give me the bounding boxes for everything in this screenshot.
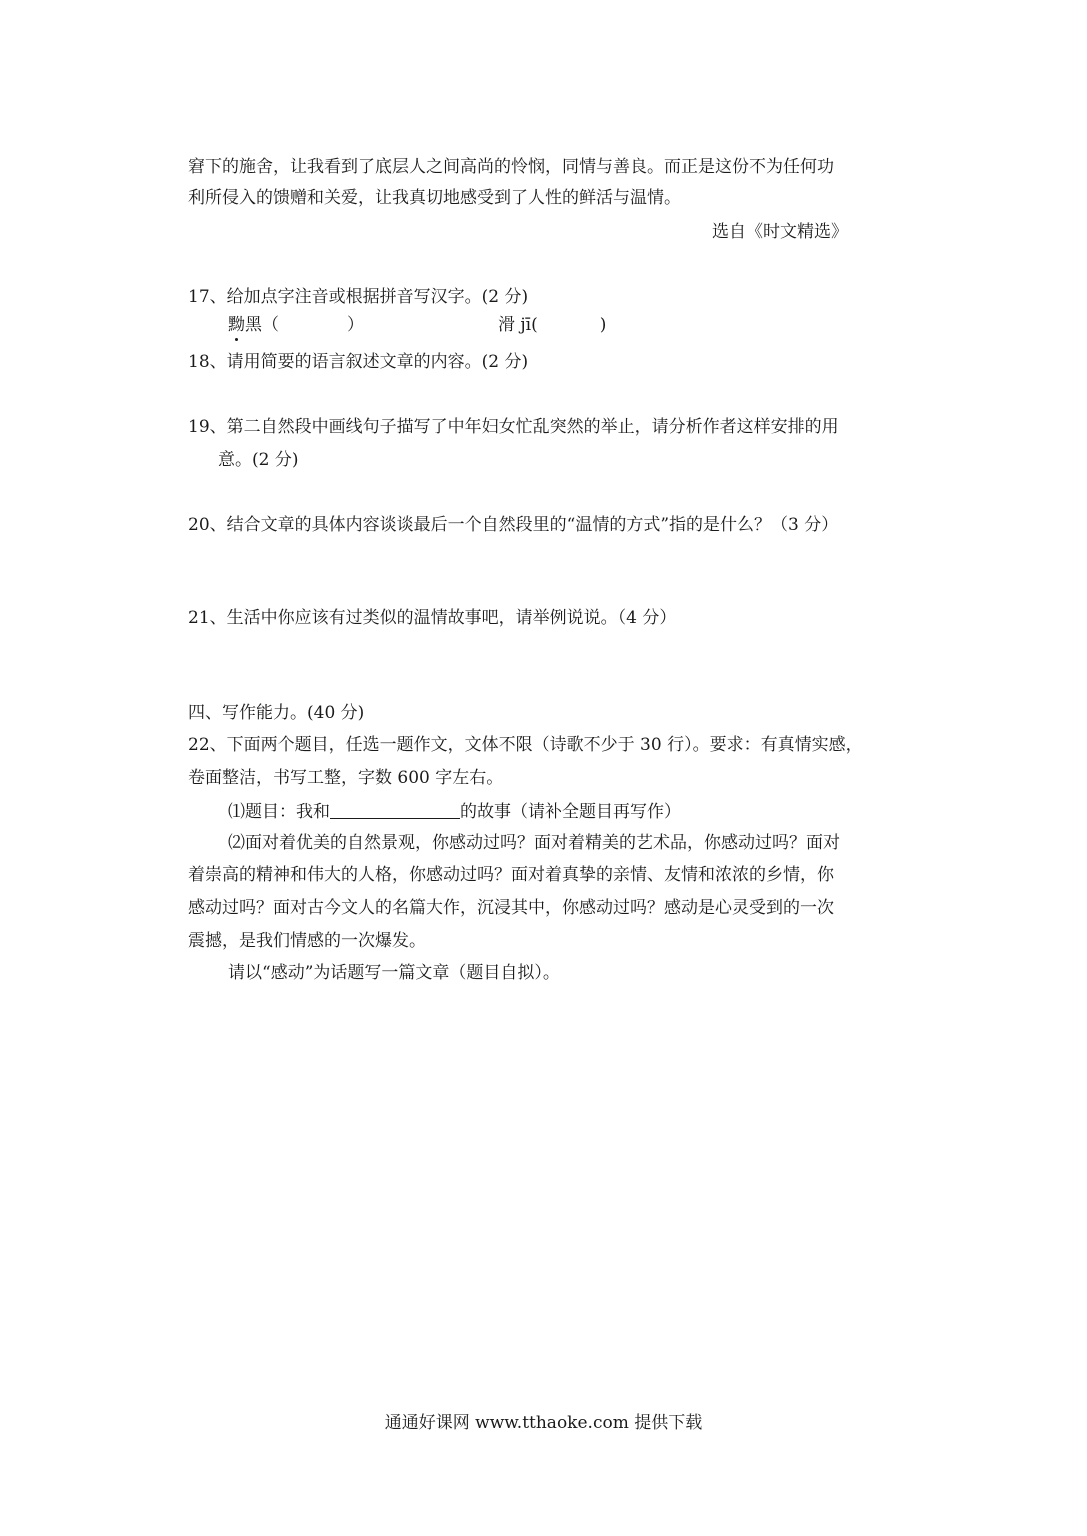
item-2-close: ) [599,315,607,335]
section-4-title: 四、写作能力。(40 分) [188,703,365,723]
question-22-option-2-line-1: ⑵面对着优美的自然景观，你感动过吗？面对着精美的艺术品，你感动过吗？面对 [228,833,840,853]
fill-in-blank [330,800,460,819]
question-21: 21、生活中你应该有过类似的温情故事吧，请举例说说。（4 分） [188,608,677,628]
option-1-prefix: ⑴题目：我和 [228,802,330,822]
passage-line-2: 利所侵入的馈赠和关爱，让我真切地感受到了人性的鲜活与温情。 [188,188,681,208]
dotted-character: 黝 [228,315,245,335]
page-footer: 通通好课网 www.tthaoke.com 提供下载 [384,1413,703,1433]
question-19-line-2: 意。(2 分) [218,450,299,470]
question-17-item-1 [228,314,364,336]
item-1-close: ） [347,315,364,335]
question-19-line-1: 19、第二自然段中画线句子描写了中年妇女忙乱突然的举止，请分析作者这样安排的用 [188,417,839,437]
question-22-option-2-line-2: 着崇高的精神和伟大的人格，你感动过吗？面对着真挚的亲情、友情和浓浓的乡情，你 [188,865,834,885]
passage-source: 选自《时文精选》 [712,222,848,242]
question-22-option-2-line-3: 感动过吗？面对古今文人的名篇大作，沉浸其中，你感动过吗？感动是心灵受到的一次 [188,898,834,918]
question-22-option-2-line-4: 震撼，是我们情感的一次爆发。 [188,931,426,951]
question-22-option-1 [228,800,681,823]
question-22-line-1: 22、下面两个题目，任选一题作文，文体不限（诗歌不少于 30 行）。要求：有真情实感， [188,735,863,755]
question-22-line-2: 卷面整洁，书写工整，字数 600 字左右。 [188,768,504,788]
question-18: 18、请用简要的语言叙述文章的内容。(2 分) [188,352,529,372]
passage-line-1: 窘下的施舍，让我看到了底层人之间高尚的怜悯，同情与善良。而正是这份不为任何功 [188,157,834,177]
question-17: 17、给加点字注音或根据拼音写汉字。(2 分) [188,287,529,307]
question-17-item-2 [498,314,606,336]
option-1-suffix: 的故事（请补全题目再写作） [460,802,681,822]
question-22-option-2-line-5: 请以“感动”为话题写一篇文章（题目自拟）。 [228,963,560,983]
item-1-rest: 黑（ [245,315,279,335]
item-2-open: 滑 jī( [498,315,538,335]
question-20: 20、结合文章的具体内容谈谈最后一个自然段里的“温情的方式”指的是什么？（3 分） [188,515,839,535]
